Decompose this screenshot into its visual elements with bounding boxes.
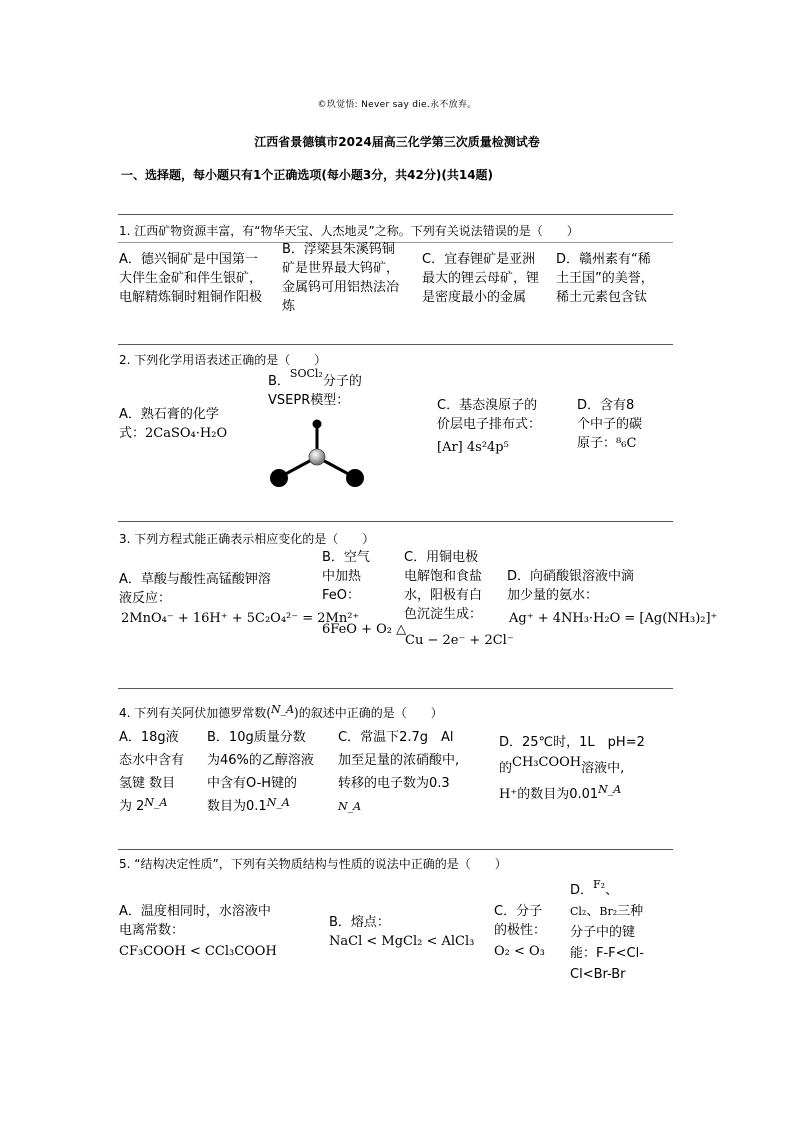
- q5-option-c[interactable]: C．分子 的极性： O₂ < O₃: [494, 904, 547, 959]
- question-2-stem: 2. 下列化学用语表述正确的是（ ）: [119, 353, 327, 367]
- chlorine-atom: [270, 469, 288, 487]
- q2-option-c[interactable]: C．基态溴原子的 价层电子排布式： [Ar] 4s²4p⁵: [437, 398, 542, 455]
- question-5-stem: 5. “结构决定性质”，下列有关物质结构与性质的说法中正确的是（ ）: [119, 857, 507, 871]
- motto-text: ©玖觉悟: Never say die.永不放弃。: [317, 100, 477, 110]
- q1-option-a[interactable]: A．德兴铜矿是中国第一 大伴生金矿和伴生银矿， 电解精炼铜时粗铜作阳极: [119, 252, 263, 305]
- question-4-stem: 4. 下列有关阿伏加德罗常数(N_A)的叙述中正确的是（ ）: [119, 703, 443, 720]
- section-heading: 一、选择题，每小题只有1个正确选项(每小题3分，共42分)(共14题): [121, 168, 494, 182]
- q1-option-d[interactable]: D．赣州素有“稀 土王国”的美誉， 稀土元素包含钛: [556, 252, 654, 305]
- question-divider: [118, 344, 673, 345]
- question-1-stem: 1. 江西矿物资源丰富，有“物华天宝、人杰地灵”之称。下列有关说法错误的是（ ）: [119, 224, 579, 238]
- formula-oxalate-reaction: 2MnO₄⁻ + 16H⁺ + 5C₂O₄²⁻ = 2Mn²⁺: [121, 611, 360, 626]
- q5-option-b[interactable]: B．熔点： NaCl < MgCl₂ < AlCl₃: [329, 915, 475, 949]
- formula-socl2: SOCl₂: [289, 367, 323, 380]
- q2-option-b[interactable]: B．$^{SOCl_2}$分子的 VSEPR模型：: [268, 367, 362, 408]
- question-3-stem: 3. 下列方程式能正确表示相应变化的是（ ）: [119, 532, 375, 546]
- formula-2caso4-h2o: 2CaSO₄·H₂O: [145, 426, 228, 441]
- formula-silver-ammonia: Ag⁺ + 4NH₃·H₂O = [Ag(NH₃)₂]⁺: [509, 611, 718, 626]
- q2-option-a[interactable]: A．熟石膏的化学 式：2CaSO₄·H₂O: [119, 407, 228, 441]
- q3-option-b[interactable]: B．空气 中加热 FeO：: [322, 550, 370, 603]
- question-divider: [118, 849, 673, 850]
- formula-br-config: [Ar] 4s²4p⁵: [437, 440, 509, 455]
- q3-option-a[interactable]: A．草酸与酸性高锰酸钾溶 液反应：: [119, 572, 271, 606]
- q4-option-a[interactable]: A．18g液 态水中含有 氢键 数目 为 $2^{N\_A}$: [119, 730, 185, 814]
- question-divider: [118, 521, 673, 522]
- q4-option-d[interactable]: D．25℃时，1L pH=2 的CH₃COOH溶液中, H⁺的数目为$0.01^{N\_A}$: [499, 735, 645, 802]
- page-title: 江西省景德镇市2024届高三化学第三次质量检测试卷: [254, 135, 540, 149]
- q1-option-b[interactable]: B．浮梁县朱溪钨铜 矿是世界最大钨矿， 金属钨可用铝热法冶 炼: [282, 242, 400, 314]
- sulfur-atom: [309, 449, 325, 465]
- oxygen-atom: [313, 420, 322, 429]
- question-divider: [118, 688, 673, 689]
- vsepr-model-diagram: [262, 415, 372, 495]
- q4-option-c[interactable]: C．常温下2.7g Al 加至足量的浓硝酸中, 转移的电子数为0.3 N_A: [338, 730, 460, 813]
- formula-carbon-isotope: ⁸₆C: [616, 436, 637, 451]
- q5-option-a[interactable]: A．温度相同时，水溶液中 电离常数： CF₃COOH < CCl₃COOH: [119, 904, 277, 959]
- q2-option-d[interactable]: D．含有8 个中子的碳 原子：⁸₆C: [577, 398, 643, 451]
- q5-option-d[interactable]: D．$^{F_2}$、 Cl₂、Br₂三种 分子中的键 能：F-F<Cl- Cl<Br-Br: [570, 878, 644, 982]
- q4-option-b[interactable]: B．10g质量分数 为46%的乙醇溶液 中含有O-H键的 数目为$0.1^{N\_A}$: [207, 730, 314, 814]
- formula-anode-reaction: Cu − 2e⁻ + 2Cl⁻: [405, 633, 514, 648]
- chlorine-atom: [346, 469, 364, 487]
- question-divider: [118, 214, 673, 215]
- q3-option-d[interactable]: D．向硝酸银溶液中滴 加少量的氨水：: [507, 569, 635, 603]
- formula-feo-oxidation: 6FeO + O₂ △: [322, 622, 407, 637]
- q1-option-c[interactable]: C．宜春锂矿是亚洲 最大的锂云母矿，锂 是密度最小的金属: [422, 252, 540, 305]
- q3-option-c[interactable]: C．用铜电极 电解饱和食盐 水，阳极有白 色沉淀生成：: [404, 550, 483, 622]
